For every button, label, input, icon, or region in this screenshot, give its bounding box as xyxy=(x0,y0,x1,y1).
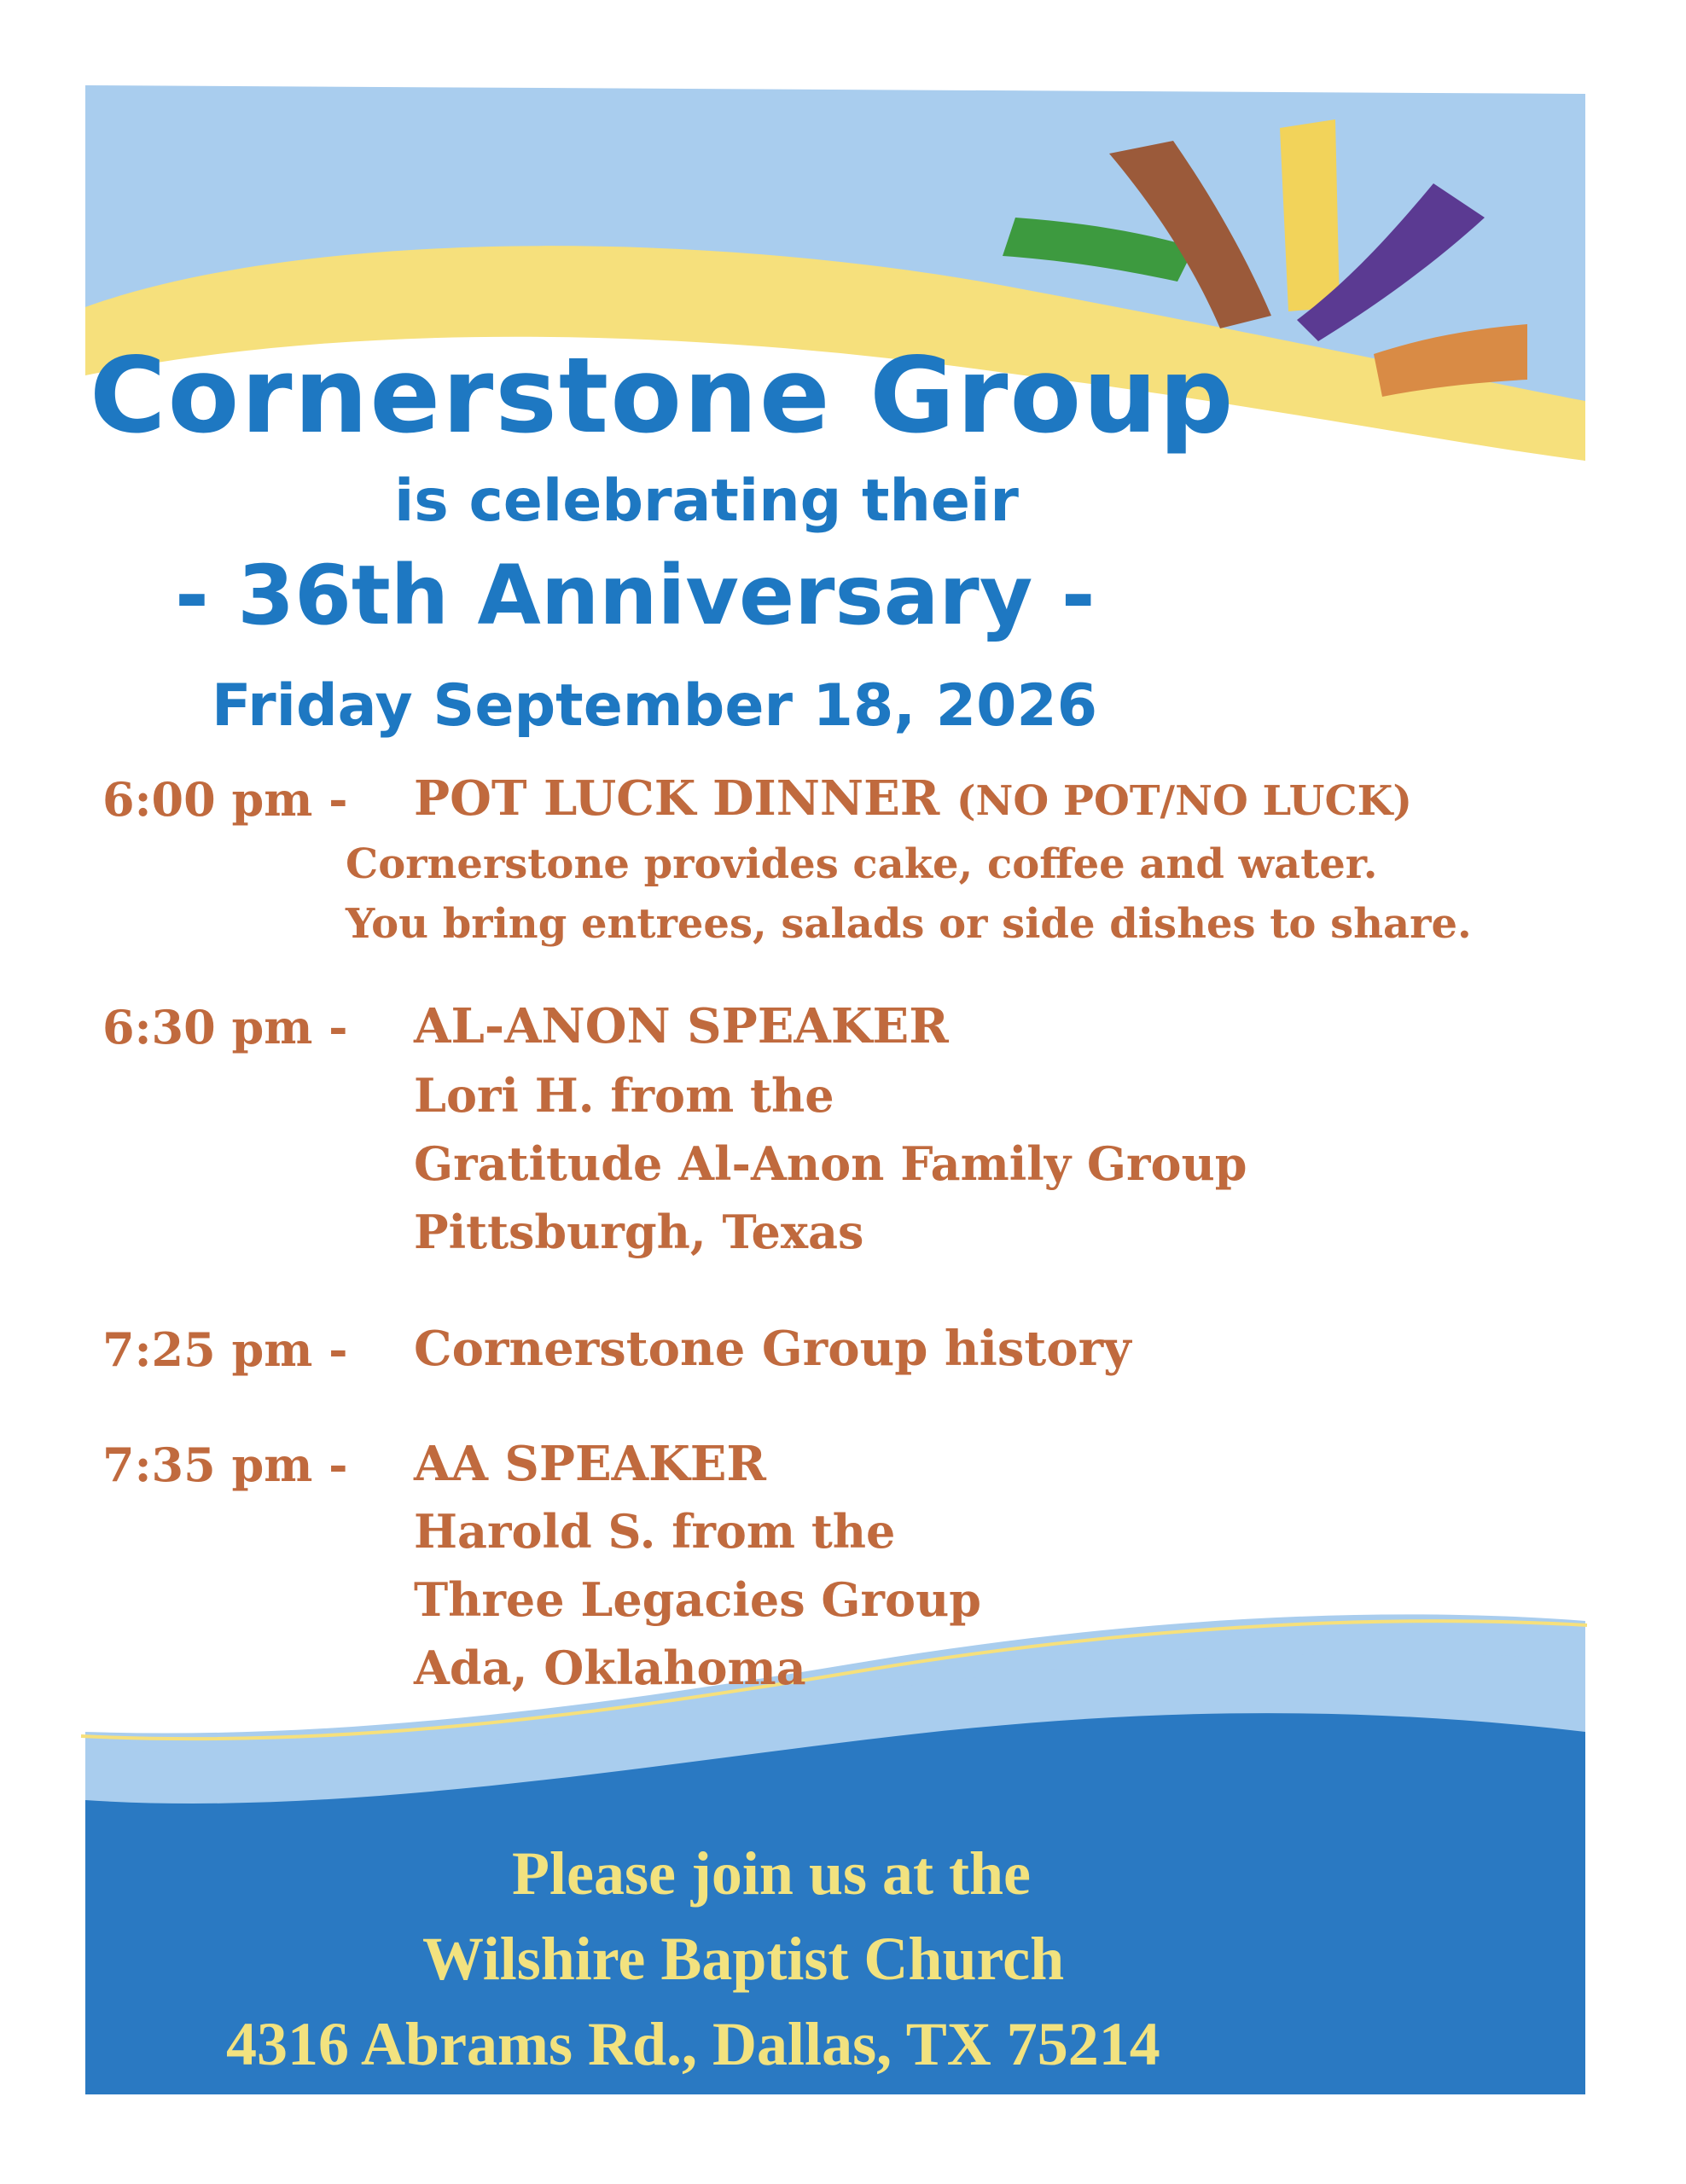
schedule-detail: Gratitude Al-Anon Family Group xyxy=(414,1136,1247,1191)
schedule-detail: You bring entrees, salads or side dishes to share. xyxy=(346,900,1472,948)
schedule-time: 7:35 pm - xyxy=(102,1438,348,1492)
footer-venue: Wilshire Baptist Church xyxy=(422,1925,1065,1993)
schedule-time: 6:30 pm - xyxy=(102,1000,348,1054)
ray-yellow xyxy=(1280,119,1340,311)
schedule-time: 6:00 pm - xyxy=(102,772,348,827)
schedule-heading: AA SPEAKER xyxy=(414,1436,766,1492)
footer-address: 4316 Abrams Rd., Dallas, TX 75214 xyxy=(226,2010,1160,2078)
schedule-time: 7:25 pm - xyxy=(102,1322,348,1377)
schedule-heading: Cornerstone Group history xyxy=(414,1321,1131,1377)
footer-invite: Please join us at the xyxy=(512,1839,1031,1908)
schedule-detail: Harold S. from the xyxy=(414,1504,896,1559)
schedule-detail: Ada, Oklahoma xyxy=(414,1641,806,1695)
schedule-detail: Lori H. from the xyxy=(414,1068,834,1123)
page-title: Cornerstone Group xyxy=(90,335,1235,456)
schedule-detail: Three Legacies Group xyxy=(414,1572,982,1627)
schedule-heading: AL-ANON SPEAKER xyxy=(414,998,949,1054)
schedule-detail: Cornerstone provides cake, coffee and water. xyxy=(346,840,1378,888)
schedule-heading-note: (NO POT/NO LUCK) xyxy=(956,777,1413,825)
schedule-heading-text: POT LUCK DINNER xyxy=(414,770,940,827)
schedule-heading xyxy=(414,770,1412,827)
event-date: Friday September 18, 2026 xyxy=(212,672,1098,740)
subtitle-celebrating: is celebrating their xyxy=(394,468,1019,535)
anniversary-heading: - 36th Anniversary - xyxy=(175,548,1096,643)
schedule-detail: Pittsburgh, Texas xyxy=(414,1205,864,1259)
